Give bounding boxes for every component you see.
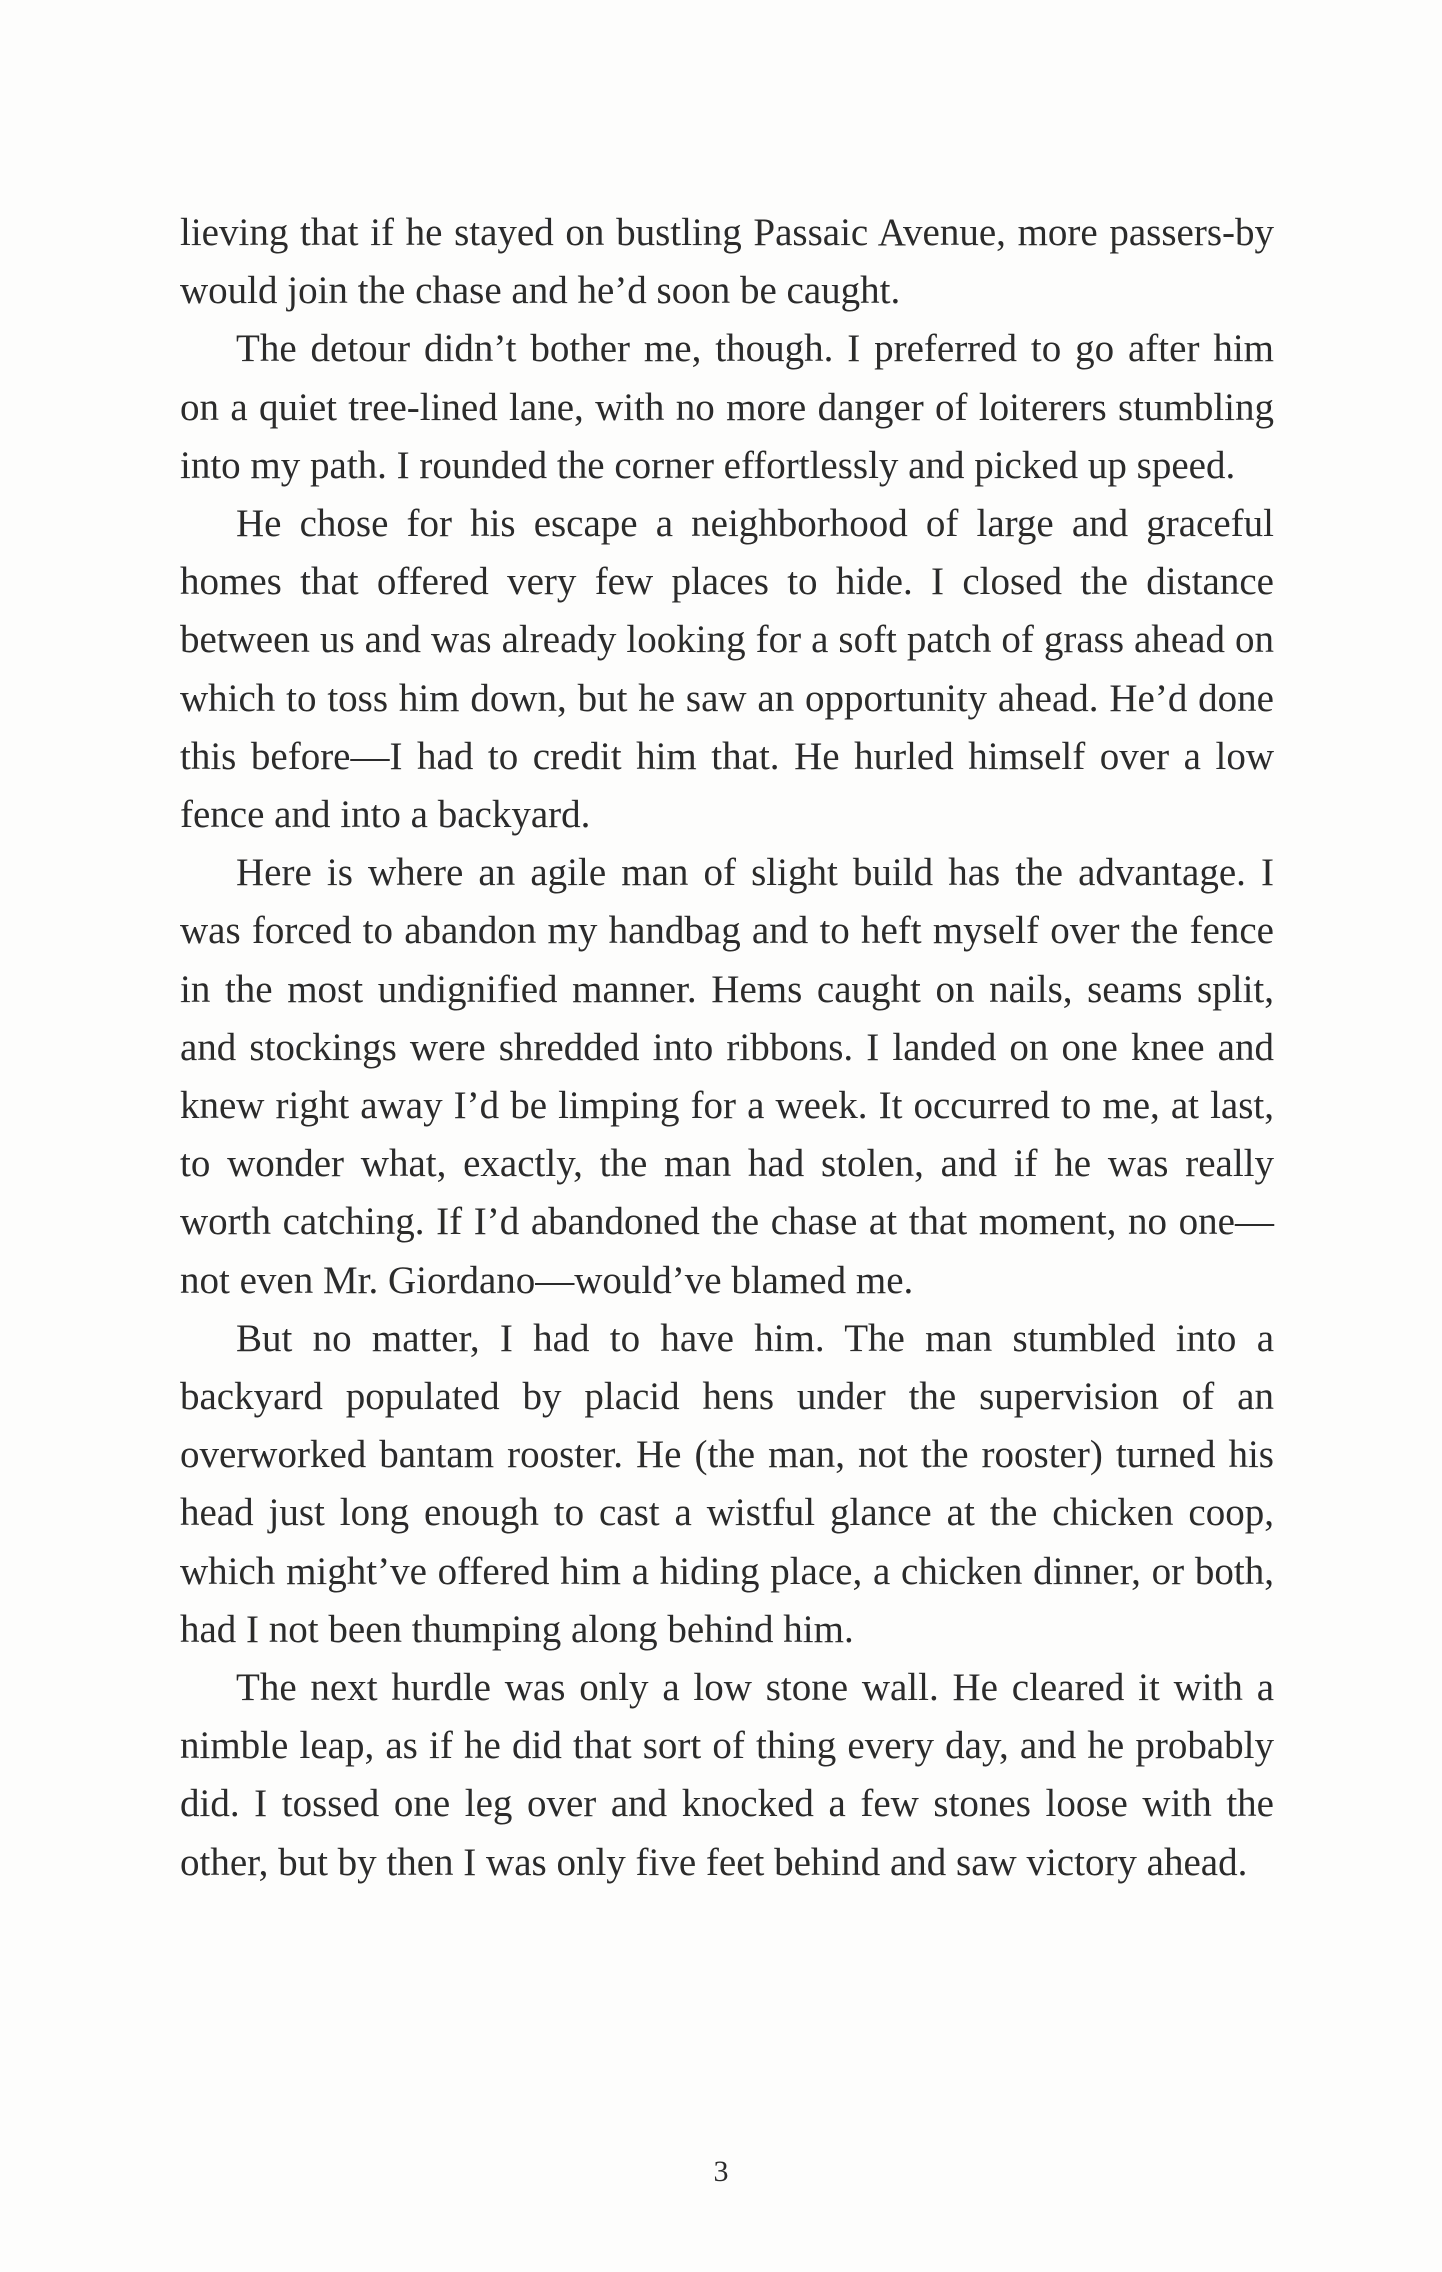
paragraph: The next hurdle was only a low stone wall. He cleared it with a nimble leap, as if he did that sort of thing every day, and he probably did. I tossed one leg over and knocked a few stones loose with the other, but by then I was only five feet behind and saw victory ahead. <box>180 1666 1274 1884</box>
paragraph: The detour didn’t bother me, though. I preferred to go after him on a quiet tree-lined lane, with no more danger of loiterers stumbling into my path. I rounded the corner effortlessly and picked up speed. <box>180 327 1274 487</box>
paragraph: He chose for his escape a neighborhood of large and graceful homes that offered very few places to hide. I closed the distance between us and was already looking for a soft patch of grass ahead on which to toss him down, but he saw an opportunity ahead. He’d done this before—I had to credit him that. He hurled himself over a low fence and into a backyard. <box>180 502 1274 837</box>
page-number: 3 <box>713 2155 729 2188</box>
paragraph: But no matter, I had to have him. The man stumbled into a backyard populated by placid hens under the supervision of an overworked bantam rooster. He (the man, not the rooster) turned his head just long enough to cast a wistful glance at the chicken coop, which might’ve offered him a hiding place, a chicken dinner, or both, had I not been thumping along behind him. <box>180 1316 1274 1651</box>
paragraph-continued: lieving that if he stayed on bustling Passaic Avenue, more passers-by would join the chase and he’d soon be caught. <box>180 211 1274 313</box>
body-text <box>180 204 1274 1892</box>
paragraph: Here is where an agile man of slight build has the advantage. I was forced to abandon my handbag and to heft myself over the fence in the most undignified manner. Hems caught on nails, seams split, and stockings were shredded into ribbons. I landed on one knee and knew right away I’d be limping for a week. It occurred to me, at last, to wonder what, exactly, the man had stolen, and if he was really worth catching. If I’d abandoned the chase at that moment, no one—not even Mr. Giordano—would’ve blamed me. <box>180 851 1274 1302</box>
